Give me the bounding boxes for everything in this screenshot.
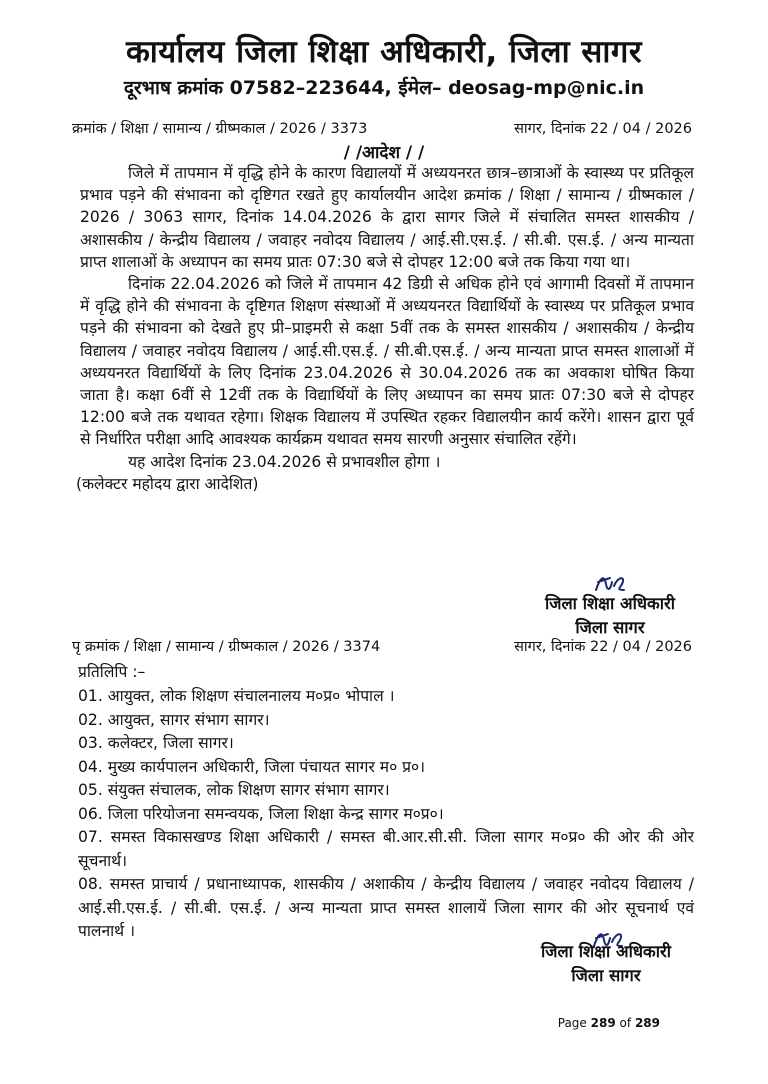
page-number: [558, 1016, 660, 1030]
signature-block-1: [490, 592, 730, 640]
authority-note: (कलेक्टर महोदय द्वारा आदेशित): [76, 474, 259, 493]
copy-place-date: सागर, दिनांक 22 / 04 / 2026: [514, 639, 692, 655]
office-title: कार्यालय जिला शिक्षा अधिकारी, जिला सागर: [125, 34, 643, 70]
order-place-date: सागर, दिनांक 22 / 04 / 2026: [514, 121, 692, 137]
page-of: of: [619, 1016, 632, 1030]
page-prefix: Page: [557, 1016, 587, 1030]
order-paragraph-3: यह आदेश दिनांक 23.04.2026 से प्रभावशील होगा ।: [128, 452, 441, 471]
list-item: 06. जिला परियोजना समन्वयक, जिला शिक्षा केन्द्र सागर म०प्र०।: [78, 804, 444, 823]
order-heading: / /आदेश / /: [343, 143, 425, 163]
list-item: 01. आयुक्त, लोक शिक्षण संचालनालय म०प्र० भोपाल ।: [78, 687, 395, 705]
signatory-district: जिला सागर: [571, 966, 641, 985]
page-current: 289: [590, 1016, 616, 1030]
page-total: 289: [634, 1016, 660, 1030]
list-item: 04. मुख्य कार्यपालन अधिकारी, जिला पंचायत सागर म० प्र०।: [78, 757, 426, 776]
signatory-designation: जिला शिक्षा अधिकारी: [540, 942, 672, 961]
list-item: 07. समस्त विकासखण्ड शिक्षा अधिकारी / समस्त बी.आर.सी.सी. जिला सागर म०प्र० की ओर की ओर सूचनार्थ।: [78, 828, 694, 870]
signatory-district: जिला सागर: [575, 618, 645, 637]
signatory-designation: जिला शिक्षा अधिकारी: [544, 594, 676, 613]
list-item: 05. संयुक्त संचालक, लोक शिक्षण सागर संभाग सागर।: [78, 781, 390, 799]
copy-number: पृ क्रमांक / शिक्षा / सामान्य / ग्रीष्मकाल / 2026 / 3374: [72, 639, 381, 655]
list-item: 02. आयुक्त, सागर संभाग सागर।: [78, 710, 270, 729]
order-paragraph-2: दिनांक 22.04.2026 को जिले में तापमान 42 डिग्री से अधिक होने एवं आगामी दिवसों में तापमान में वृद्धि होने की संभावना के दृष्टिगत शिक्षण संस्थाओं में अध्ययनरत विद्यार्थियों के स्वास्थ्य पर प्रतिकूल प्रभाव पड़ने की संभावना को देखते हुए प्री–प्राइमरी से कक्षा 5वीं तक के समस्त शासकीय / अशासकीय / केन्द्रीय विद्यालय / जवाहर नवोदय विद्यालय / आई.सी.एस.ई. / सी.बी.एस.ई. / अन्य मान्यता प्राप्त समस्त शालाओं में अध्ययनरत विद्यार्थियों के लिए दिनांक 23.04.2026 से 30.04.2026 तक का अवकाश घोषित किया जाता है। कक्षा 6वीं से 12वीं तक के विद्यार्थियों के लिए अध्यापन का समय प्रातः 07:30 बजे से दोपहर 12:00 बजे तक यथावत रहेगा। शिक्षक विद्यालय में उपस्थित रहकर विद्यालयीन कार्य करेंगे। शासन द्वारा पूर्व से निर्धारित परीक्षा आदि आवश्यक कार्यक्रम यथावत समय सारणी अनुसार संचालित रहेंगे।: [80, 275, 694, 449]
order-paragraph-1: जिले में तापमान में वृद्धि होने के कारण विद्यालयों में अध्ययनरत छात्र–छात्राओं के स्वास्थ्य पर प्रतिकूल प्रभाव पड़ने की संभावना को दृष्टिगत रखते हुए कार्यालयीन आदेश क्रमांक / शिक्षा / सामान्य / ग्रीष्मकाल / 2026 / 3063 सागर, दिनांक 14.04.2026 के द्वारा सागर जिले में संचालित समस्त शासकीय / अशासकीय / केन्द्रीय विद्यालय / जवाहर नवोदय विद्यालय / आई.सी.एस.ई. / सी.बी. एस.ई. / अन्य मान्यता प्राप्त शालाओं के अध्यापन का समय प्रातः 07:30 बजे से दोपहर 12:00 बजे तक किया गया था।: [80, 164, 694, 271]
list-item: 08. समस्त प्राचार्य / प्रधानाध्यापक, शासकीय / अशाकीय / केन्द्रीय विद्यालय / जवाहर नवोदय विद्यालय / आई.सी.एस.ई. / सी.बी. एस.ई. / अन्य मान्यता प्राप्त समस्त शालायें जिला सागर की ओर सूचनार्थ एवं पालनार्थ ।: [78, 875, 694, 940]
list-item: 03. कलेक्टर, जिला सागर।: [78, 734, 234, 752]
order-body: [76, 162, 694, 495]
copy-list-title: प्रतिलिपि :–: [78, 663, 146, 681]
signature-block-2: [486, 940, 726, 988]
copy-list: [78, 685, 694, 944]
order-number: क्रमांक / शिक्षा / सामान्य / ग्रीष्मकाल / 2026 / 3373: [72, 121, 368, 137]
contact-line: दूरभाष क्रमांक 07582–223644, ईमेल– deosag-mp@nic.in: [123, 77, 645, 99]
